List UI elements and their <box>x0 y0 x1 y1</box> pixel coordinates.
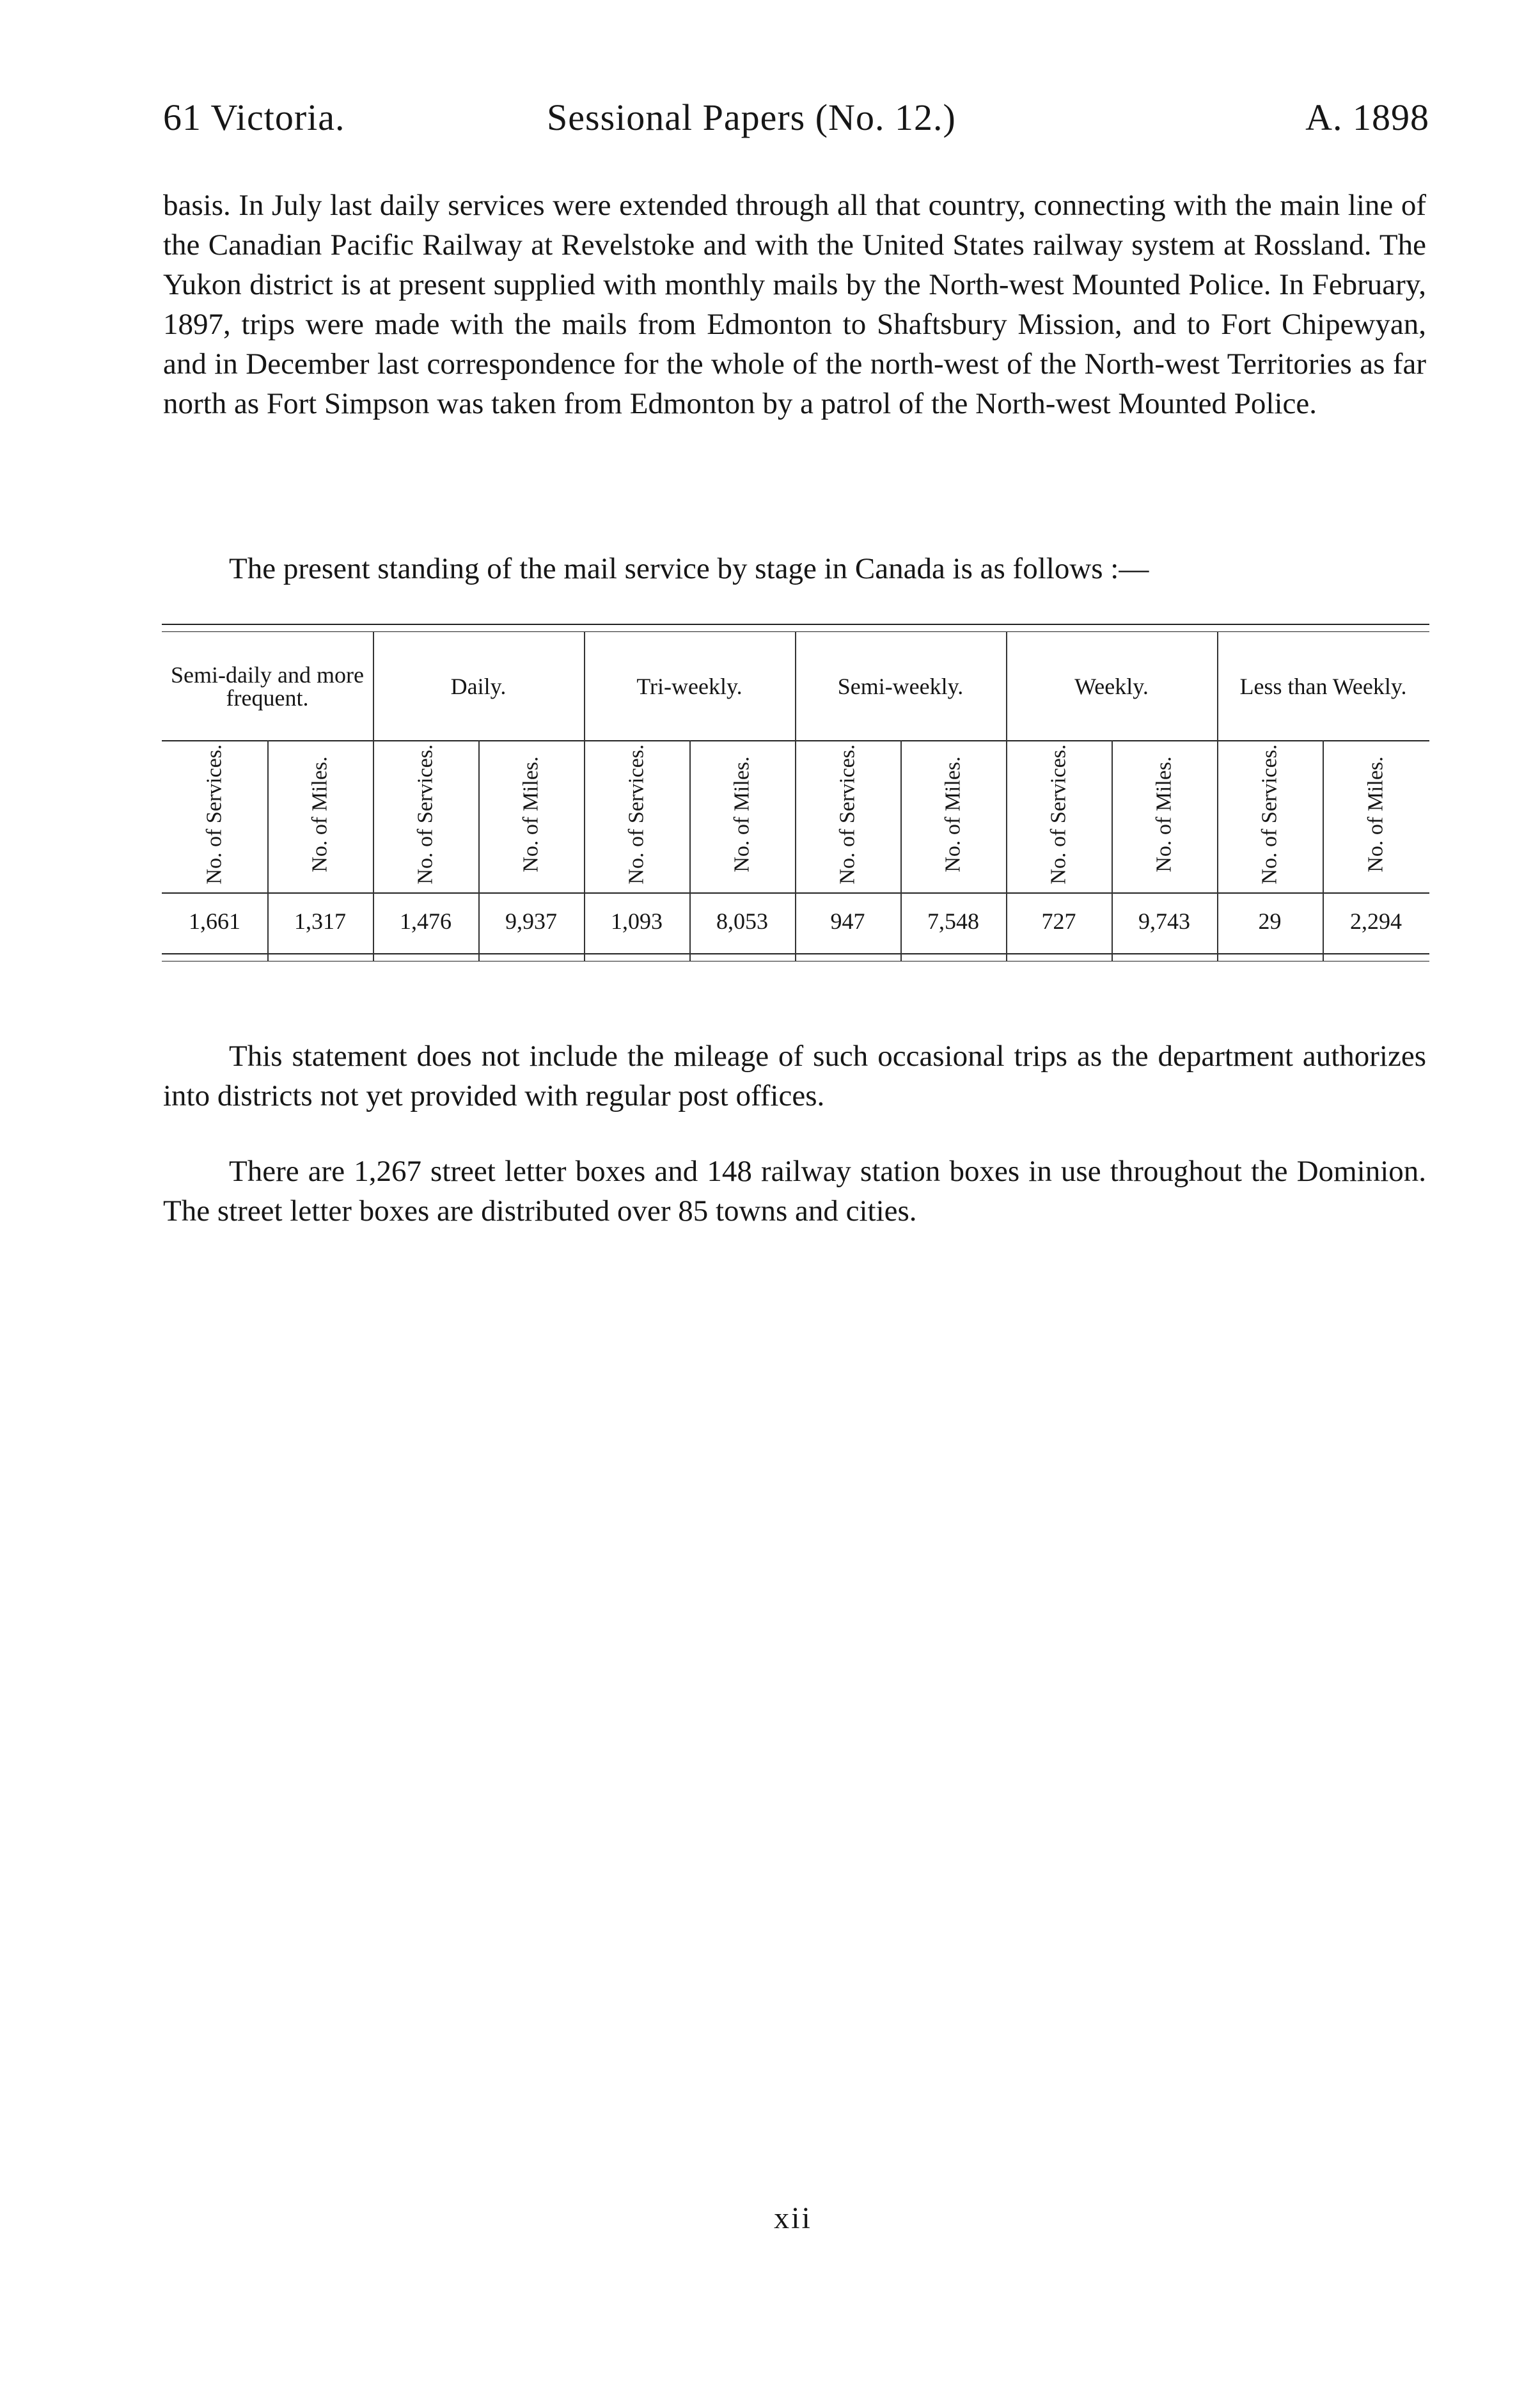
subheader-miles <box>689 742 795 886</box>
group-header-semi-weekly: Semi-weekly. <box>837 673 964 699</box>
running-header <box>163 96 1429 147</box>
subheader-services <box>795 742 900 886</box>
subheader-services <box>1217 742 1323 886</box>
subheader-miles <box>478 742 584 886</box>
subheader-services <box>162 742 267 886</box>
cell-miles: 9,743 <box>1138 908 1190 934</box>
subheader-miles-text: No. of Miles. <box>1363 756 1388 873</box>
subheader-services-text: No. of Services. <box>1257 743 1282 885</box>
subheader-miles-text: No. of Miles. <box>1152 756 1176 873</box>
subheader-services-text: No. of Services. <box>202 743 226 885</box>
cell-services: 1,661 <box>189 908 240 934</box>
group-header-weekly: Weekly. <box>1074 673 1149 699</box>
group-header-tri-weekly: Tri-weekly. <box>636 673 742 699</box>
cell-miles: 2,294 <box>1350 908 1402 934</box>
header-title: Sessional Papers (No. 12.) <box>547 97 956 138</box>
subheader-services <box>373 742 478 886</box>
header-session: 61 Victoria. <box>163 97 345 138</box>
subheader-services-text: No. of Services. <box>835 743 860 885</box>
group-header-semi-daily: Semi-daily and more frequent. <box>171 661 364 711</box>
cell-services: 1,093 <box>611 908 663 934</box>
cell-services: 947 <box>830 908 865 934</box>
cell-services: 727 <box>1041 908 1076 934</box>
subheader-miles-text: No. of Miles. <box>730 756 754 873</box>
subheader-miles-text: No. of Miles. <box>519 756 543 873</box>
page-number: xii <box>774 2201 812 2235</box>
group-header-less-than-weekly: Less than Weekly. <box>1239 673 1407 699</box>
paragraph-mileage-note: This statement does not include the mileage of such occasional trips as the department authorizes into districts not yet provided with regular post offices. <box>163 1040 1426 1112</box>
cell-miles: 9,937 <box>505 908 557 934</box>
group-header-daily: Daily. <box>450 673 507 699</box>
cell-services: 29 <box>1258 908 1282 934</box>
cell-miles: 7,548 <box>927 908 979 934</box>
subheader-miles-text: No. of Miles. <box>941 756 965 873</box>
subheader-miles <box>900 742 1006 886</box>
mail-service-table <box>162 624 1429 995</box>
paragraph-table-intro: The present standing of the mail service by stage in Canada is as follows :— <box>229 552 1149 585</box>
paragraph-mail-extension: basis. In July last daily services were extended through all that country, connecting with the main line of the Canadian Pacific Railway at Revelstoke and with the United States railway system at Rossland. The Yukon district is at present supplied with monthly mails by the North-west Mounted Police. In February, 1897, trips were made with the mails from Edmonton to Shaftsbury Mission, and to Fort Chipewyan, and in December last correspondence for the whole of the north-west of the North-west Territories as far north as Fort Simpson was taken from Edmonton by a patrol of the North-west Mounted Police. <box>163 189 1426 420</box>
header-year: A. 1898 <box>1305 97 1429 138</box>
subheader-miles <box>1323 742 1429 886</box>
cell-miles: 8,053 <box>716 908 768 934</box>
subheader-services <box>1006 742 1112 886</box>
paragraph-letter-boxes: There are 1,267 street letter boxes and 148 railway station boxes in use throughout the Dominion. The street letter boxes are distributed over 85 towns and cities. <box>163 1155 1426 1228</box>
table-top-rule <box>162 624 1429 625</box>
subheader-services-text: No. of Services. <box>413 743 437 885</box>
subheader-services-text: No. of Services. <box>624 743 648 885</box>
cell-miles: 1,317 <box>294 908 346 934</box>
subheader-services <box>584 742 689 886</box>
subheader-miles-text: No. of Miles. <box>308 756 332 873</box>
cell-services: 1,476 <box>400 908 452 934</box>
subheader-services-text: No. of Services. <box>1046 743 1071 885</box>
subheader-miles <box>1112 742 1217 886</box>
table-bottom-rule-thin <box>162 961 1429 962</box>
subheader-miles <box>267 742 373 886</box>
